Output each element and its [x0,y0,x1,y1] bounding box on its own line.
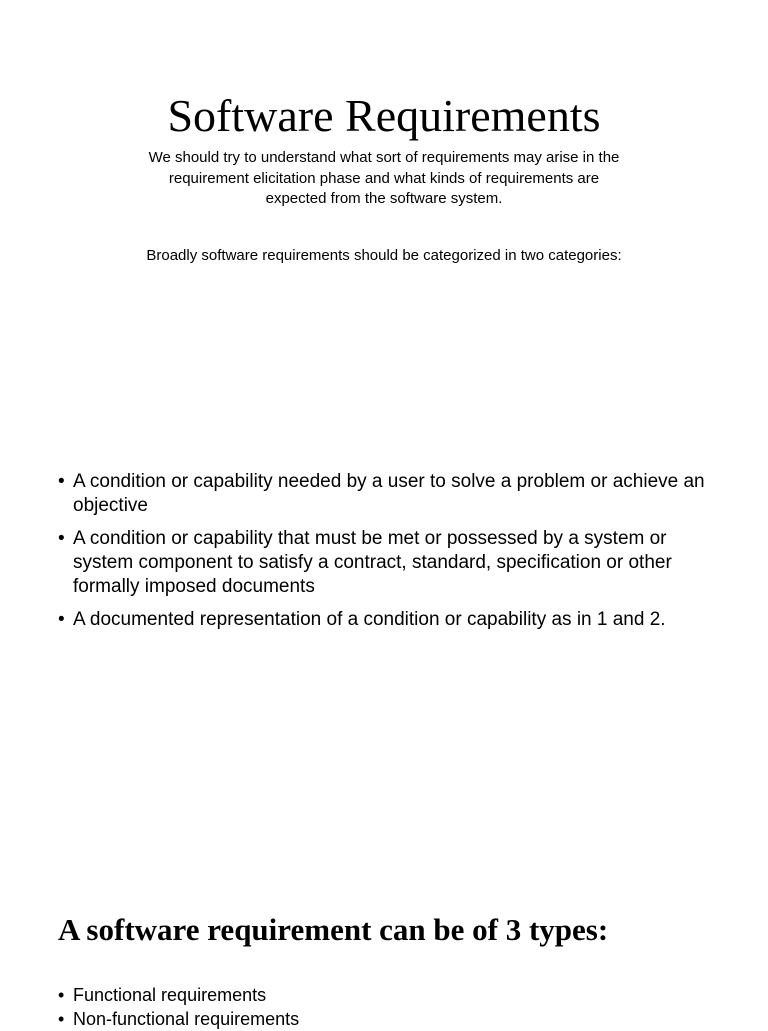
categories-intro: Broadly software requirements should be categorized in two categories: [146,247,622,264]
bullet-icon: • [58,1009,65,1029]
intro-line: expected from the software system. [265,190,503,207]
type-item [58,1007,708,1031]
type-text: Non-functional requirements [73,1009,300,1029]
type-text: Functional requirements [73,985,267,1005]
intro-paragraph [84,148,684,210]
definition-item [58,608,708,632]
definition-item [58,527,708,599]
bullet-icon: • [58,609,65,630]
slide-title: Software Requirements [167,90,601,141]
bullet-icon: • [58,528,65,549]
definition-item [58,470,708,518]
types-heading: A software requirement can be of 3 types: [58,912,609,947]
definition-list [58,470,708,641]
definition-text: A documented representation of a condition or capability as in 1 and 2. [73,609,666,630]
type-item [58,983,708,1007]
bullet-icon: • [58,985,65,1005]
bullet-icon: • [58,471,65,492]
definition-text: A condition or capability needed by a user to solve a problem or achieve an objective [73,471,705,516]
intro-line: requirement elicitation phase and what kinds of requirements are [168,169,600,187]
definition-text: A condition or capability that must be met or possessed by a system or system component to satisfy a contract, standard, specification or other formally imposed documents [73,528,672,597]
intro-line: We should try to understand what sort of requirements may arise in the [148,149,620,166]
